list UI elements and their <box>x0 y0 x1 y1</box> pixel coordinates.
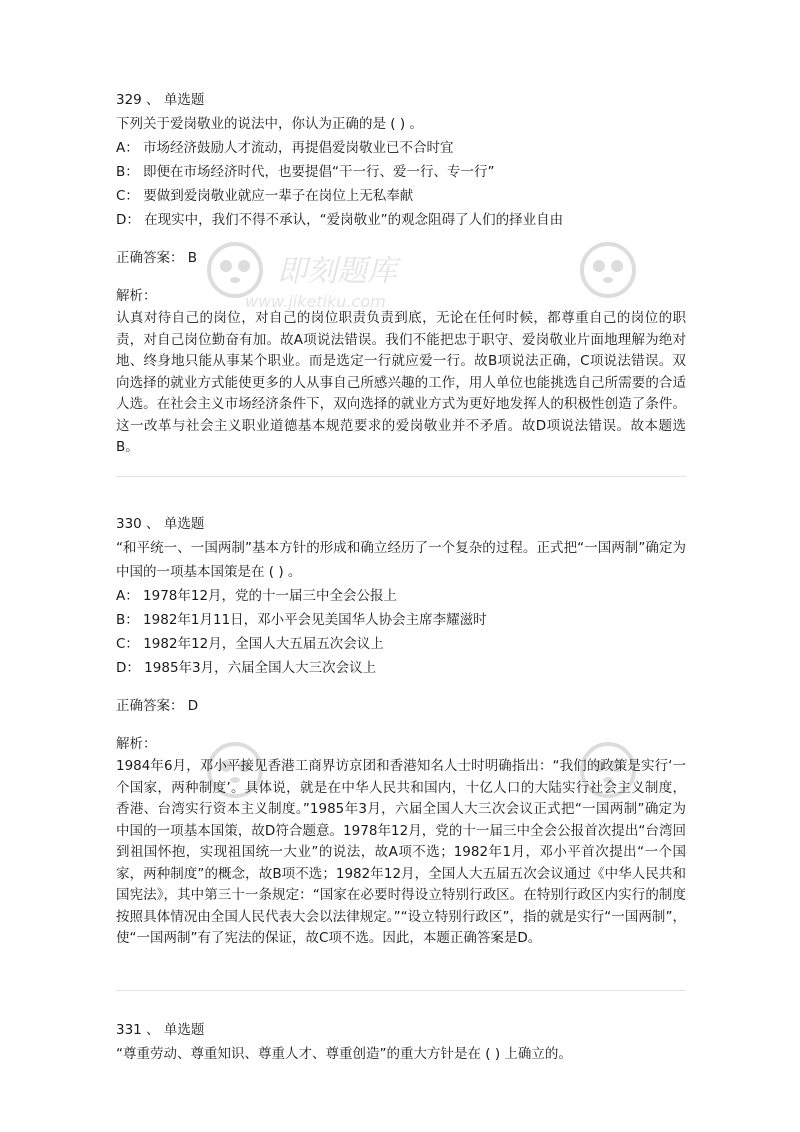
option-b: B： 即便在市场经济时代，也要提倡“干一行、爱一行、专一行” <box>116 164 495 180</box>
option-a: A： 1978年12月，党的十一届三中全会公报上 <box>116 588 398 604</box>
question-329 <box>116 88 686 459</box>
option-d: D： 在现实中，我们不得不承认，“爱岗敬业”的观念阻碍了人们的择业自由 <box>116 212 564 228</box>
divider <box>116 990 686 991</box>
analysis-text: 1984年6月，邓小平接见香港工商界访京团和香港知名人士时明确指出：“我们的政策是实行‘一个国家，两种制度’。具体说，就是在中华人民共和国内，十亿人口的大陆实行社会主义制度，香港、台湾实行资本主义制度。”1985年3月，六届全国人大三次会议正式把“一国两制”确定为中国的一项基本国策，故D符合题意。1978年12月，党的十一届三中全会公报首次提出“台湾回到祖国怀抱，实现祖国统一大业”的说法，故A项不选；1982年1月，邓小平首次提出“一个国家，两种制度”的概念，故B项不选；1982年12月，全国人大五届五次会议通过《中华人民共和国宪法》，其中第三十一条规定：“国家在必要时得设立特别行政区。在特别行政区内实行的制度按照具体情况由全国人民代表大会以法律规定。”“设立特别行政区”，指的就是实行“一国两制”，使“一国两制”有了宪法的保证，故C项不选。因此，本题正确答案是D。 <box>116 758 686 946</box>
analysis-text: 认真对待自己的岗位，对自己的岗位职责负责到底，无论在任何时候，都尊重自己的岗位的职责，对自己岗位勤奋有加。故A项说法错误。我们不能把忠于职守、爱岗敬业片面地理解为绝对地、终身地只能从事某个职业。而是选定一行就应爱一行。故B项说法正确，C项说法错误。双向选择的就业方式能使更多的人从事自己所感兴趣的工作，用人单位也能挑选自己所需要的合适人选。在社会主义市场经济条件下，双向选择的就业方式为更好地发挥人的积极性创造了条件。这一改革与社会主义职业道德基本规范要求的爱岗敬业并不矛盾。故D项说法错误。故本题选B。 <box>116 310 686 455</box>
question-stem: 下列关于爱岗敬业的说法中，你认为正确的是 ( ) 。 <box>116 116 423 132</box>
question-330 <box>116 512 686 950</box>
question-stem: “尊重劳动、尊重知识、尊重人才、尊重创造”的重大方针是在 ( ) 上确立的。 <box>116 1046 572 1062</box>
question-header: 329 、 单选题 <box>116 92 205 108</box>
correct-answer: 正确答案： D <box>116 698 199 714</box>
divider <box>116 476 686 477</box>
analysis-label: 解析： <box>116 736 157 752</box>
watermark-url: www.jiketiku.com <box>245 292 386 311</box>
watermark-text: 即刻题库 <box>277 254 397 289</box>
question-stem: “和平统一、一国两制”基本方针的形成和确立经历了一个复杂的过程。正式把“一国两制”确定为中国的一项基本国策是在 ( ) 。 <box>116 540 686 580</box>
option-b: B： 1982年1月11日，邓小平会见美国华人协会主席李耀滋时 <box>116 612 487 628</box>
option-a: A： 市场经济鼓励人才流动，再提倡爱岗敬业已不合时宜 <box>116 140 454 156</box>
question-header: 330 、 单选题 <box>116 516 205 532</box>
correct-answer: 正确答案： B <box>116 250 198 266</box>
question-header: 331 、 单选题 <box>116 1022 205 1038</box>
analysis-label: 解析： <box>116 288 157 304</box>
option-c: C： 要做到爱岗敬业就应一辈子在岗位上无私奉献 <box>116 188 414 204</box>
option-c: C： 1982年12月，全国人大五届五次会议上 <box>116 636 384 652</box>
option-d: D： 1985年3月，六届全国人大三次会议上 <box>116 660 377 676</box>
question-331 <box>116 1018 686 1066</box>
